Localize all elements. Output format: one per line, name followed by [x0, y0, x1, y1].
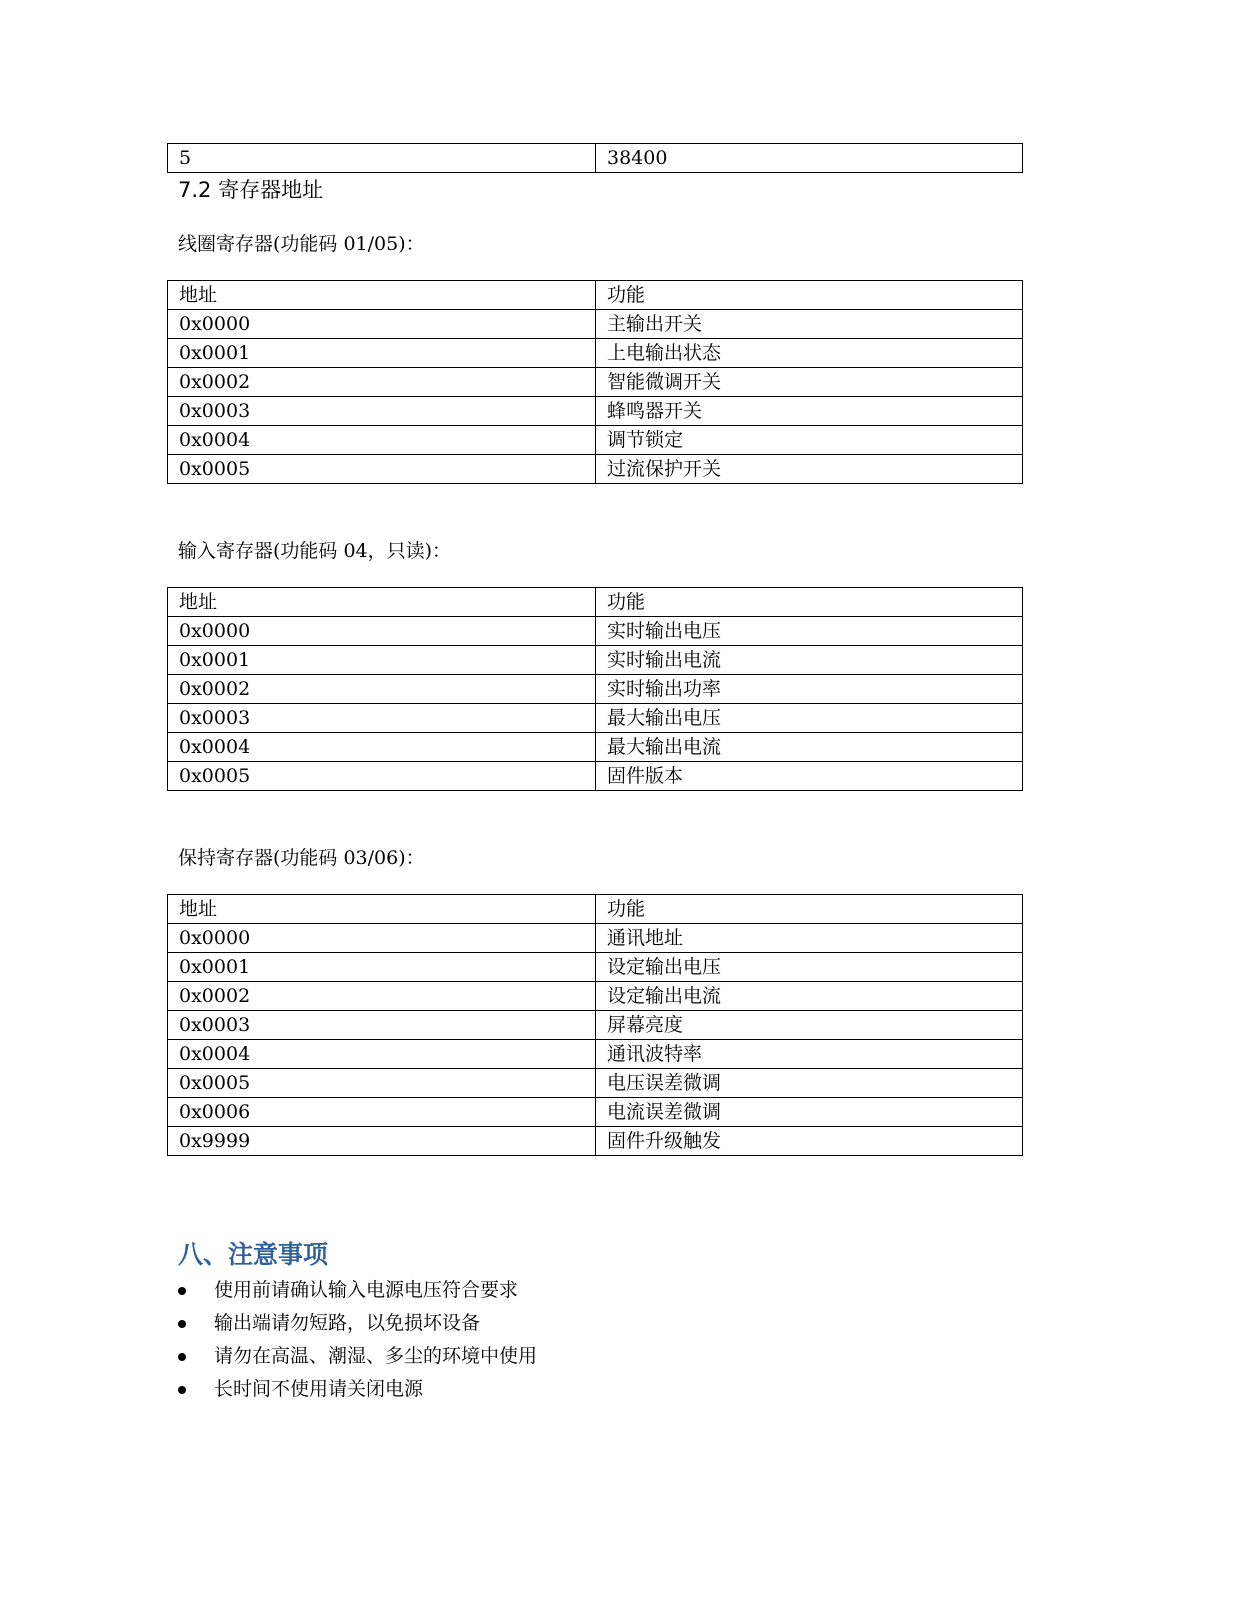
table-row: [168, 1069, 1023, 1098]
table-row: [168, 646, 1023, 675]
table-cell: 0x0001: [168, 339, 596, 368]
table-cell: 0x0003: [168, 1011, 596, 1040]
table-cell: 5: [168, 144, 596, 173]
section-heading-8: 八、注意事项: [178, 1240, 329, 1269]
table-cell: 固件升级触发: [596, 1127, 1023, 1156]
table-row: [168, 397, 1023, 426]
coil-register-table: [167, 280, 1023, 484]
table-cell: 实时输出功率: [596, 675, 1023, 704]
table-cell: 0x0003: [168, 704, 596, 733]
column-header-function: 功能: [596, 588, 1023, 617]
table-cell: 38400: [596, 144, 1023, 173]
table-row: [168, 339, 1023, 368]
table-cell: 设定输出电压: [596, 953, 1023, 982]
column-header-function: 功能: [596, 281, 1023, 310]
table-cell: 通讯地址: [596, 924, 1023, 953]
list-item-text: 请勿在高温、潮湿、多尘的环境中使用: [214, 1345, 538, 1367]
table-row: [168, 1127, 1023, 1156]
table-row: [168, 733, 1023, 762]
holding-register-table: [167, 894, 1023, 1156]
table-row: [168, 982, 1023, 1011]
table-cell: 0x0003: [168, 397, 596, 426]
table-cell: 实时输出电流: [596, 646, 1023, 675]
table-cell: 最大输出电压: [596, 704, 1023, 733]
table-header-row: [168, 281, 1023, 310]
baud-rate-table-continuation: [167, 143, 1023, 173]
table-cell: 主输出开关: [596, 310, 1023, 339]
list-item-text: 输出端请勿短路，以免损坏设备: [214, 1312, 481, 1334]
table-cell: 0x0004: [168, 1040, 596, 1069]
table-cell: 调节锁定: [596, 426, 1023, 455]
table-row: [168, 675, 1023, 704]
table-cell: 过流保护开关: [596, 455, 1023, 484]
list-item: [178, 1307, 537, 1340]
list-item-text: 使用前请确认输入电源电压符合要求: [214, 1279, 519, 1301]
table-cell: 0x0002: [168, 675, 596, 704]
coil-register-caption: 线圈寄存器(功能码 01/05)：: [178, 233, 425, 255]
table-row: [168, 1011, 1023, 1040]
table-cell: 0x0005: [168, 762, 596, 791]
column-header-address: 地址: [168, 895, 596, 924]
table-cell: 0x0000: [168, 617, 596, 646]
table-row: [168, 762, 1023, 791]
table-row: [168, 1040, 1023, 1069]
table-cell: 蜂鸣器开关: [596, 397, 1023, 426]
table-cell: 0x0001: [168, 646, 596, 675]
table-row: [168, 455, 1023, 484]
table-cell: 通讯波特率: [596, 1040, 1023, 1069]
bullet-icon: [178, 1320, 186, 1328]
table-cell: 0x0005: [168, 1069, 596, 1098]
column-header-function: 功能: [596, 895, 1023, 924]
table-cell: 0x9999: [168, 1127, 596, 1156]
table-cell: 电压误差微调: [596, 1069, 1023, 1098]
table-row: [168, 924, 1023, 953]
table-cell: 实时输出电压: [596, 617, 1023, 646]
table-cell: 屏幕亮度: [596, 1011, 1023, 1040]
precautions-list: [178, 1274, 537, 1406]
table-row: [168, 310, 1023, 339]
table-cell: 上电输出状态: [596, 339, 1023, 368]
bullet-icon: [178, 1353, 186, 1361]
table-header-row: [168, 895, 1023, 924]
list-item: [178, 1373, 537, 1406]
input-register-caption: 输入寄存器(功能码 04，只读)：: [178, 540, 452, 562]
table-cell: 0x0005: [168, 455, 596, 484]
table-cell: 0x0004: [168, 426, 596, 455]
table-cell: 最大输出电流: [596, 733, 1023, 762]
table-cell: 0x0000: [168, 310, 596, 339]
list-item-text: 长时间不使用请关闭电源: [214, 1378, 424, 1400]
list-item: [178, 1340, 537, 1373]
list-item: [178, 1274, 537, 1307]
table-row: [168, 368, 1023, 397]
table-row: [168, 1098, 1023, 1127]
section-heading-7-2: 7.2 寄存器地址: [178, 178, 324, 202]
table-row: [168, 426, 1023, 455]
table-cell: 0x0004: [168, 733, 596, 762]
table-row: [168, 617, 1023, 646]
table-row: [168, 953, 1023, 982]
table-header-row: [168, 588, 1023, 617]
column-header-address: 地址: [168, 588, 596, 617]
bullet-icon: [178, 1287, 186, 1295]
table-cell: 智能微调开关: [596, 368, 1023, 397]
input-register-table: [167, 587, 1023, 791]
column-header-address: 地址: [168, 281, 596, 310]
table-row: [168, 704, 1023, 733]
table-row: [168, 144, 1023, 173]
table-cell: 电流误差微调: [596, 1098, 1023, 1127]
holding-register-caption: 保持寄存器(功能码 03/06)：: [178, 847, 425, 869]
table-cell: 固件版本: [596, 762, 1023, 791]
table-cell: 0x0002: [168, 368, 596, 397]
table-cell: 0x0002: [168, 982, 596, 1011]
table-cell: 0x0006: [168, 1098, 596, 1127]
bullet-icon: [178, 1386, 186, 1394]
table-cell: 设定输出电流: [596, 982, 1023, 1011]
table-cell: 0x0000: [168, 924, 596, 953]
table-cell: 0x0001: [168, 953, 596, 982]
